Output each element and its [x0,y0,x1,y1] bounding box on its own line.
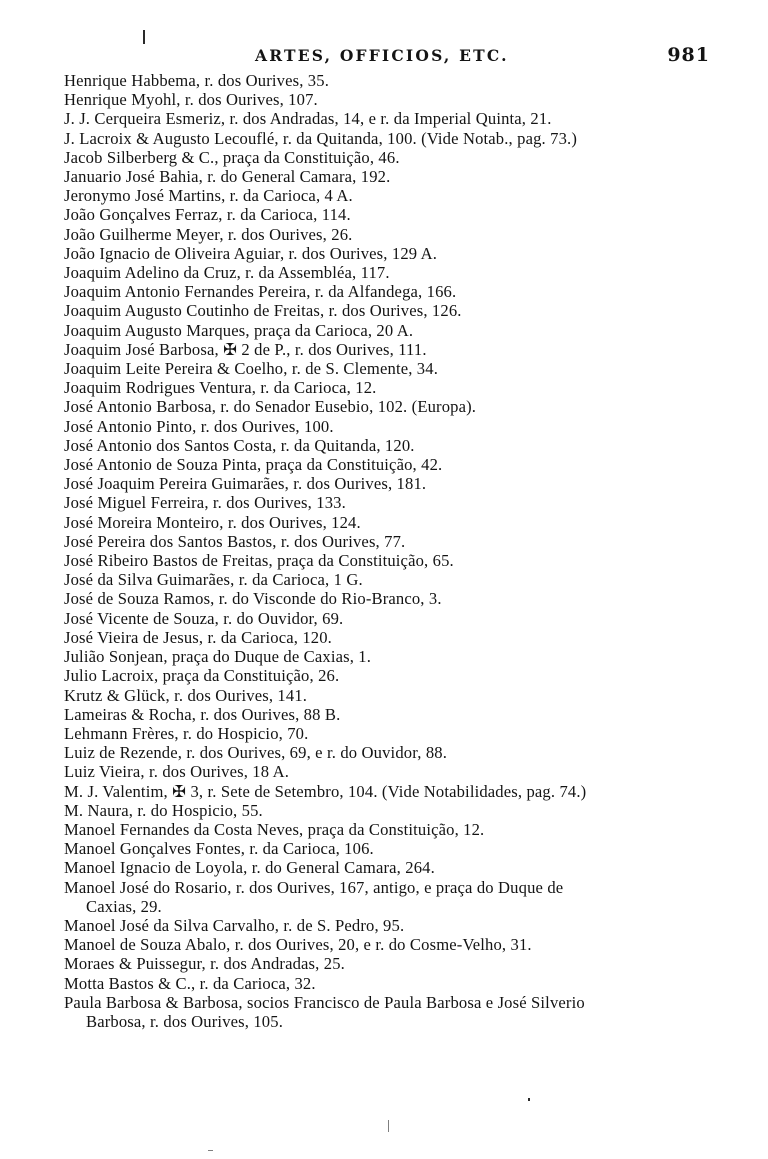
list-item: Joaquim Rodrigues Ventura, r. da Carioca, 12. [64,378,377,398]
scan-speck [528,1098,530,1101]
list-item: José Antonio de Souza Pinta, praça da Constituição, 42. [64,455,443,475]
scan-speck [208,1150,213,1151]
list-item: Januario José Bahia, r. do General Camara, 192. [64,167,391,187]
list-item: M. J. Valentim, ✠ 3, r. Sete de Setembro, 104. (Vide Notabilidades, pag. 74.) [64,781,587,801]
list-item: Joaquim José Barbosa, ✠ 2 de P., r. dos Ourives, 111. [64,339,427,359]
list-item: Luiz de Rezende, r. dos Ourives, 69, e r. do Ouvidor, 88. [64,743,448,763]
list-item: J. Lacroix & Augusto Lecouflé, r. da Quitanda, 100. (Vide Notab., pag. 73.) [64,128,578,148]
list-item: José de Souza Ramos, r. do Visconde do Rio-Branco, 3. [64,589,442,609]
list-item: Luiz Vieira, r. dos Ourives, 18 A. [64,762,290,782]
list-item: Manoel Gonçalves Fontes, r. da Carioca, 106. [64,839,374,859]
list-item: Julio Lacroix, praça da Constituição, 26. [64,666,340,686]
page-header [0,44,768,68]
list-item: José Antonio Barbosa, r. do Senador Eusebio, 102. (Europa). [64,397,477,417]
list-item: José Ribeiro Bastos de Freitas, praça da Constituição, 65. [64,551,454,571]
list-item: Lehmann Frères, r. do Hospicio, 70. [64,723,309,743]
page-number: 981 [667,44,710,66]
list-item: Joaquim Antonio Fernandes Pereira, r. da Alfandega, 166. [64,282,457,302]
list-item-wrapped [64,993,714,1031]
list-item: Lameiras & Rocha, r. dos Ourives, 88 B. [64,704,341,724]
entry-line-2: Caxias, 29. [86,896,162,916]
list-item: José Miguel Ferreira, r. dos Ourives, 133. [64,493,346,513]
list-item: Manoel Fernandes da Costa Neves, praça da Constituição, 12. [64,819,485,839]
entry-line-1: Paula Barbosa & Barbosa, socios Francisco de Paula Barbosa e José Silverio [64,992,585,1012]
scan-speck [388,1120,389,1132]
entry-line-1: Manoel José do Rosario, r. dos Ourives, 167, antigo, e praça do Duque de [64,877,564,897]
list-item: Jeronymo José Martins, r. da Carioca, 4 A. [64,186,353,206]
list-item: Joaquim Leite Pereira & Coelho, r. de S. Clemente, 34. [64,359,439,379]
list-item: Motta Bastos & C., r. da Carioca, 32. [64,973,316,993]
list-item: José Joaquim Pereira Guimarães, r. dos Ourives, 181. [64,474,427,494]
scan-speck [143,30,145,44]
list-item: Manoel José da Silva Carvalho, r. de S. Pedro, 95. [64,915,405,935]
list-item: José Antonio dos Santos Costa, r. da Quitanda, 120. [64,435,415,455]
list-item: Joaquim Augusto Coutinho de Freitas, r. dos Ourives, 126. [64,301,462,321]
directory-list [64,71,714,1031]
list-item: Krutz & Glück, r. dos Ourives, 141. [64,685,308,705]
list-item: João Gonçalves Ferraz, r. da Carioca, 114. [64,205,351,225]
list-item: João Guilherme Meyer, r. dos Ourives, 26. [64,224,353,244]
list-item: José da Silva Guimarães, r. da Carioca, 1 G. [64,570,363,590]
list-item: Henrique Myohl, r. dos Ourives, 107. [64,90,318,110]
list-item: M. Naura, r. do Hospicio, 55. [64,800,263,820]
list-item: J. J. Cerqueira Esmeriz, r. dos Andradas, 14, e r. da Imperial Quinta, 21. [64,109,552,129]
list-item: Julião Sonjean, praça do Duque de Caxias, 1. [64,647,372,667]
list-item-wrapped [64,878,714,916]
list-item: Manoel de Souza Abalo, r. dos Ourives, 20, e r. do Cosme-Velho, 31. [64,935,532,955]
list-item: José Vicente de Souza, r. do Ouvidor, 69. [64,608,344,628]
list-item: Joaquim Adelino da Cruz, r. da Assembléa, 117. [64,263,390,283]
list-item: João Ignacio de Oliveira Aguiar, r. dos Ourives, 129 A. [64,243,438,263]
list-item: Henrique Habbema, r. dos Ourives, 35. [64,71,329,90]
list-item: José Antonio Pinto, r. dos Ourives, 100. [64,416,334,436]
list-item: José Vieira de Jesus, r. da Carioca, 120. [64,627,332,647]
list-item: Joaquim Augusto Marques, praça da Carioca, 20 A. [64,320,414,340]
list-item: José Moreira Monteiro, r. dos Ourives, 124. [64,512,361,532]
list-item: José Pereira dos Santos Bastos, r. dos Ourives, 77. [64,531,406,551]
list-item: Moraes & Puissegur, r. dos Andradas, 25. [64,954,345,974]
entry-line-2: Barbosa, r. dos Ourives, 105. [86,1011,284,1031]
running-title: ARTES, OFFICIOS, ETC. [255,46,509,65]
list-item: Jacob Silberberg & C., praça da Constituição, 46. [64,147,400,167]
list-item: Manoel Ignacio de Loyola, r. do General Camara, 264. [64,858,435,878]
